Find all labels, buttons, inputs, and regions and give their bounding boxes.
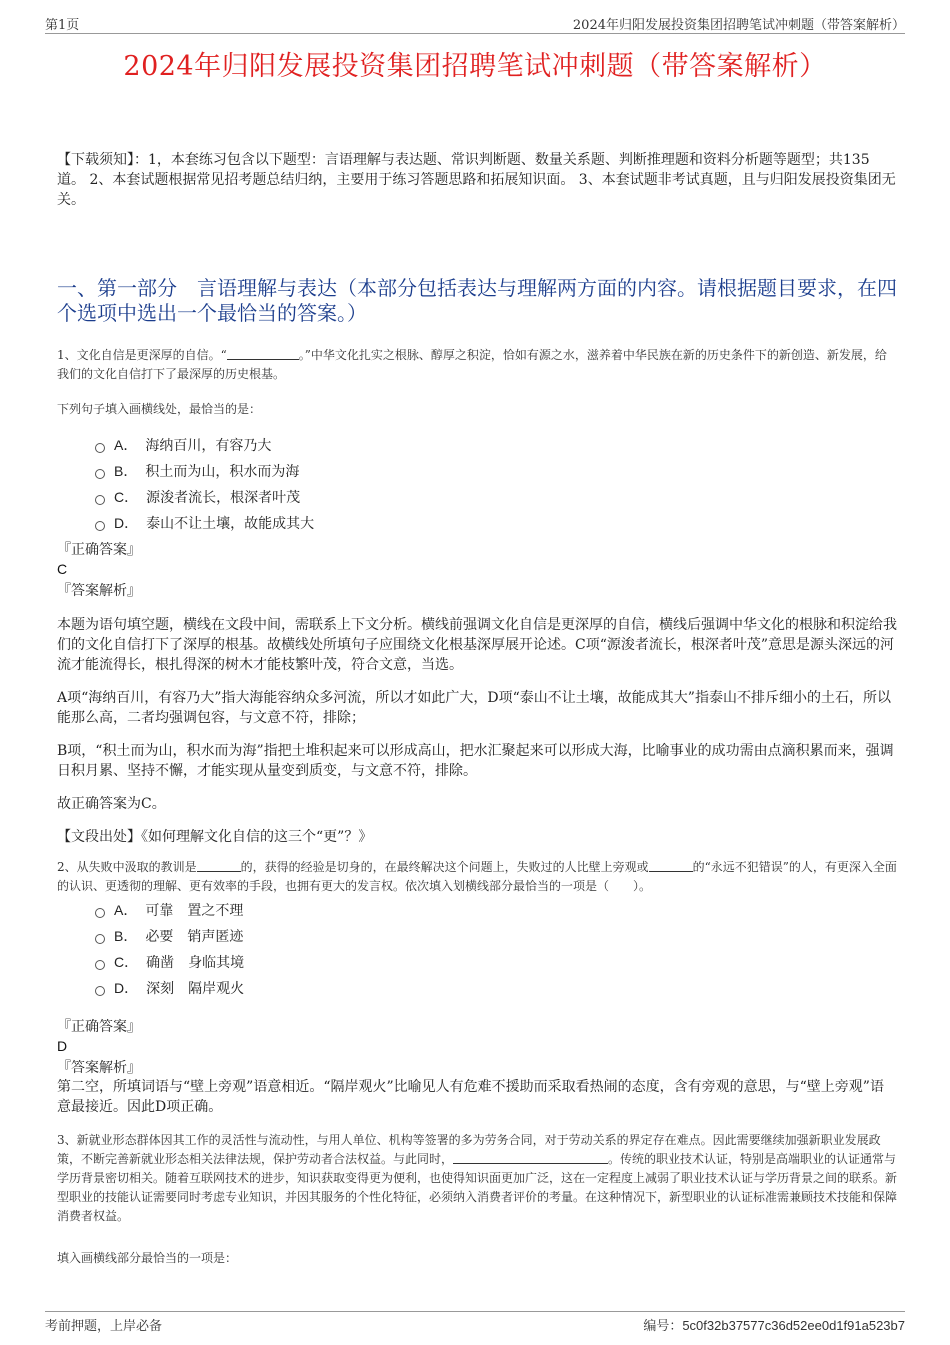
- analysis-label: 『答案解析』: [57, 583, 141, 599]
- correct-answer-label: 『正确答案』: [57, 1019, 141, 1035]
- question-3-prompt: 填入画横线部分最恰当的一项是：: [57, 1251, 238, 1265]
- option-a[interactable]: A． 可靠 置之不理: [95, 897, 244, 923]
- download-notice: 【下载须知】：1，本套练习包含以下题型：言语理解与表达题、常识判断题、数量关系题、判断推理题和资料分析题等题型；共135道。 2、本套试题根据常见招考题总结归纳，主要用于练习答题思路和拓展知识面。 3、本套试题非考试真题，且与归阳发展投资集团无关。: [57, 152, 896, 208]
- radio-icon[interactable]: [95, 986, 105, 996]
- page-number: 第1页: [45, 18, 80, 33]
- question-3-text: 3、新就业形态群体因其工作的灵活性与流动性，与用人单位、机构等签署的多为劳务合同，对于劳动关系的界定存在难点。因此需要继续加强新职业发展政策，不断完善新就业形态相关法律法规，保护劳动者合法权益。与此同时， 。传统的职业技术认证，特别是高端职业的认证通常与学历背景密切相关。随着互联网技术的进步，知识获取变得更为便利，也使得知识面更加广泛，这在一定程度上减弱了职业技术认证与学历背景之间的联系。新型职业的技能认证需要同时考虑专业知识，并因其服务的个性化特征，必须纳入消费者评价的考量。在这种情况下，新型职业的认证标准需兼顾技术技能和保障消费者权益。: [57, 1133, 898, 1223]
- analysis-paragraph: A项“海纳百川，有容乃大”指大海能容纳众多河流，所以才如此广大，D项“泰山不让土壤，故能成其大”指泰山不排斥细小的土石，所以能那么高，二者均强调包容，与文意不符，排除；: [57, 690, 891, 726]
- fill-blank: [227, 348, 299, 360]
- analysis-label: 『答案解析』: [57, 1060, 141, 1076]
- option-a[interactable]: A． 海纳百川，有容乃大: [95, 432, 314, 458]
- option-b[interactable]: B． 必要 销声匿迹: [95, 923, 244, 949]
- question-2-analysis: 第二空，所填词语与“壁上旁观”语意相近。“隔岸观火”比喻见人有危难不援助而采取看热闹的态度，含有旁观的意思，与“壁上旁观”语意最接近。因此D项正确。: [57, 1079, 884, 1115]
- analysis-paragraph: B项，“积土而为山，积水而为海”指把土堆积起来可以形成高山，把水汇聚起来可以形成大海，比喻事业的成功需由点滴积累而来，强调日积月累、坚持不懈，才能实现从量变到质变，与文意不符，排除。: [57, 743, 894, 779]
- question-1-prompt: 下列句子填入画横线处，最恰当的是：: [57, 402, 262, 416]
- analysis-paragraph: 故正确答案为C。: [57, 796, 166, 812]
- radio-icon[interactable]: [95, 443, 105, 453]
- analysis-paragraph: 本题为语句填空题，横线在文段中间，需联系上下文分析。横线前强调文化自信是更深厚的自信，横线后强调中华文化的根脉和积淀给我们的文化自信打下了深厚的根基。故横线处所填句子应围绕文化根基深厚展开论述。C项“源浚者流长，根深者叶茂”意思是源头深远的河流才能流得长，根扎得深的树木才能枝繁叶茂，符合文意，当选。: [57, 617, 897, 673]
- question-1-analysis: [57, 615, 897, 860]
- radio-icon[interactable]: [95, 469, 105, 479]
- option-d[interactable]: D． 泰山不让土壤，故能成其大: [95, 510, 314, 536]
- document-title: 2024年归阳发展投资集团招聘笔试冲刺题（带答案解析）: [123, 51, 827, 82]
- header-doc-title: 2024年归阳发展投资集团招聘笔试冲刺题（带答案解析）: [572, 18, 905, 33]
- question-2-text: 2、从失败中汲取的教训是 的，获得的经验是切身的，在最终解决这个问题上，失败过的人比壁上旁观或 的“永远不犯错误”的人，有更深入全面的认识、更透彻的理解、更有效率的手段，也拥有更大的发言权。依次填入划横线部分最恰当的一项是（ ）。: [57, 860, 897, 893]
- option-c[interactable]: C． 源浚者流长，根深者叶茂: [95, 484, 314, 510]
- page-header: [45, 14, 905, 34]
- correct-answer: D: [57, 1038, 68, 1054]
- radio-icon[interactable]: [95, 495, 105, 505]
- correct-answer: C: [57, 561, 68, 577]
- correct-answer-label: 『正确答案』: [57, 542, 141, 558]
- document-code: 编号：5c0f32b37577c36d52ee0d1f91a523b7: [643, 1318, 905, 1334]
- option-b[interactable]: B． 积土而为山，积水而为海: [95, 458, 314, 484]
- radio-icon[interactable]: [95, 934, 105, 944]
- radio-icon[interactable]: [95, 960, 105, 970]
- page-footer: [45, 1311, 905, 1333]
- option-c[interactable]: C． 确凿 身临其境: [95, 949, 244, 975]
- section-heading: 一、第一部分 言语理解与表达（本部分包括表达与理解两方面的内容。请根据题目要求，在四个选项中选出一个最恰当的答案。）: [57, 276, 897, 325]
- radio-icon[interactable]: [95, 521, 105, 531]
- footer-slogan: 考前押题，上岸必备: [45, 1319, 163, 1334]
- question-2-options: [95, 897, 244, 1001]
- fill-blank: [649, 860, 693, 872]
- question-1-text: 1、文化自信是更深厚的自信。“ 。”中华文化扎实之根脉、醇厚之积淀，恰如有源之水，滋养着中华民族在新的历史条件下的新创造、新发展，给我们的文化自信打下了最深厚的历史根基。: [57, 348, 887, 381]
- fill-blank: [453, 1152, 608, 1164]
- analysis-source: 【文段出处】《如何理解文化自信的这三个“更”？》: [57, 829, 373, 845]
- fill-blank: [197, 860, 241, 872]
- question-1-options: [95, 432, 314, 536]
- radio-icon[interactable]: [95, 908, 105, 918]
- option-d[interactable]: D． 深刻 隔岸观火: [95, 975, 244, 1001]
